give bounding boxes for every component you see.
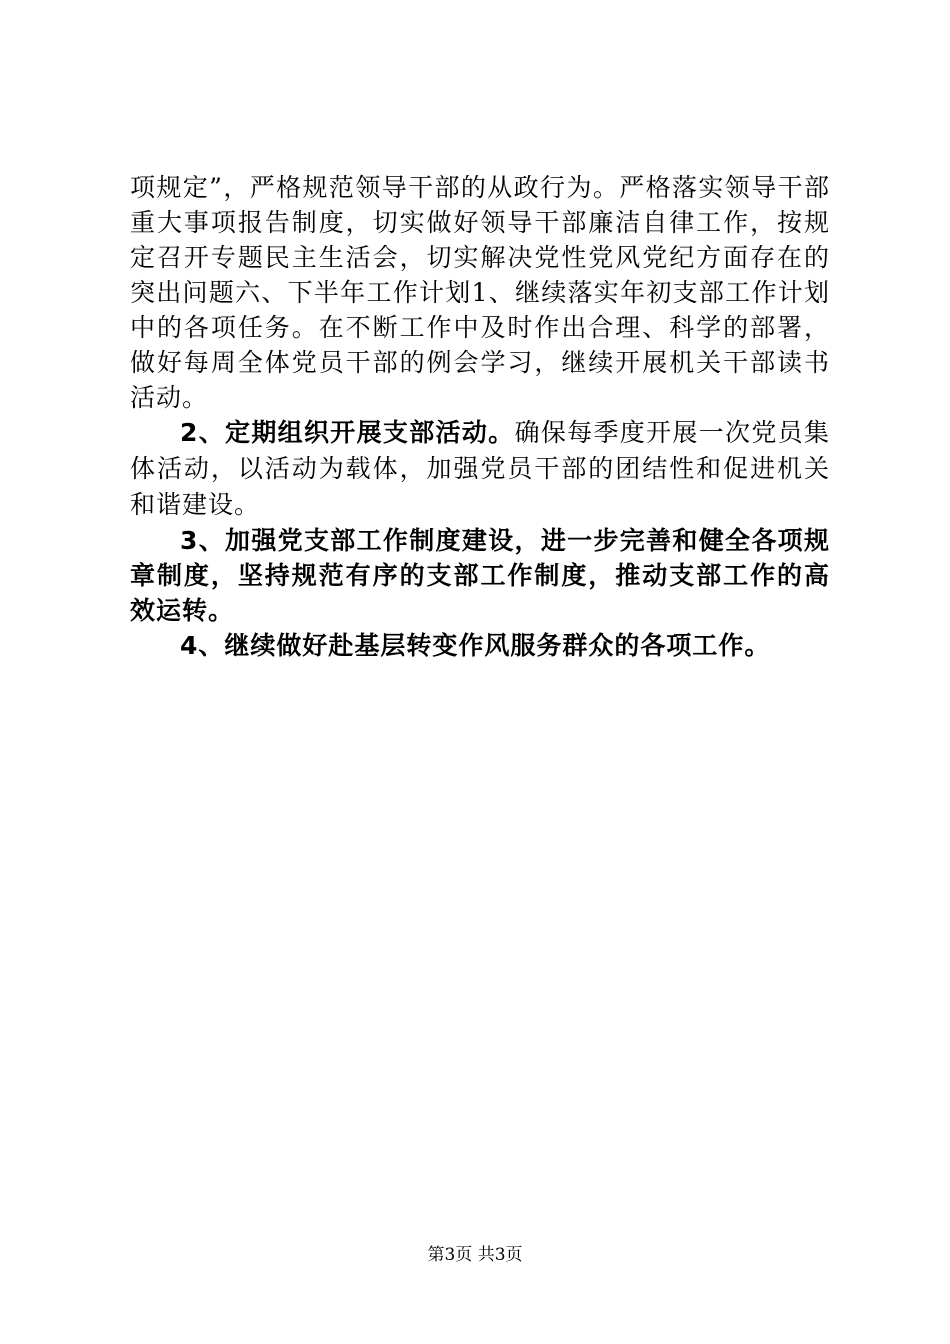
paragraph-1: 项规定”，严格规范领导干部的从政行为。严格落实领导干部重大事项报告制度，切实做好领导干部廉洁自律工作，按规定召开专题民主生活会，切实解决党性党风党纪方面存在的突出问题六、下半年工作计划1、继续落实年初支部工作计划中的各项任务。在不断工作中及时作出合理、科学的部署，做好每周全体党员干部的例会学习，继续开展机关干部读书活动。 [130, 173, 830, 412]
page-number-footer: 第3页 共3页 [427, 1245, 523, 1265]
document-body [130, 170, 830, 663]
paragraph-2 [130, 415, 830, 523]
paragraph-4: 4、继续做好赴基层转变作风服务群众的各项工作。 [180, 631, 771, 660]
paragraph-2-text: 确保每季度开展一次党员集体活动，以活动为载体，加强党员干部的团结性和促进机关和谐建设。 [130, 418, 830, 519]
paragraph-3: 3、加强党支部工作制度建设，进一步完善和健全各项规章制度，坚持规范有序的支部工作制度，推动支部工作的高效运转。 [130, 526, 830, 625]
paragraph-2-heading: 2、定期组织开展支部活动。 [180, 418, 515, 447]
